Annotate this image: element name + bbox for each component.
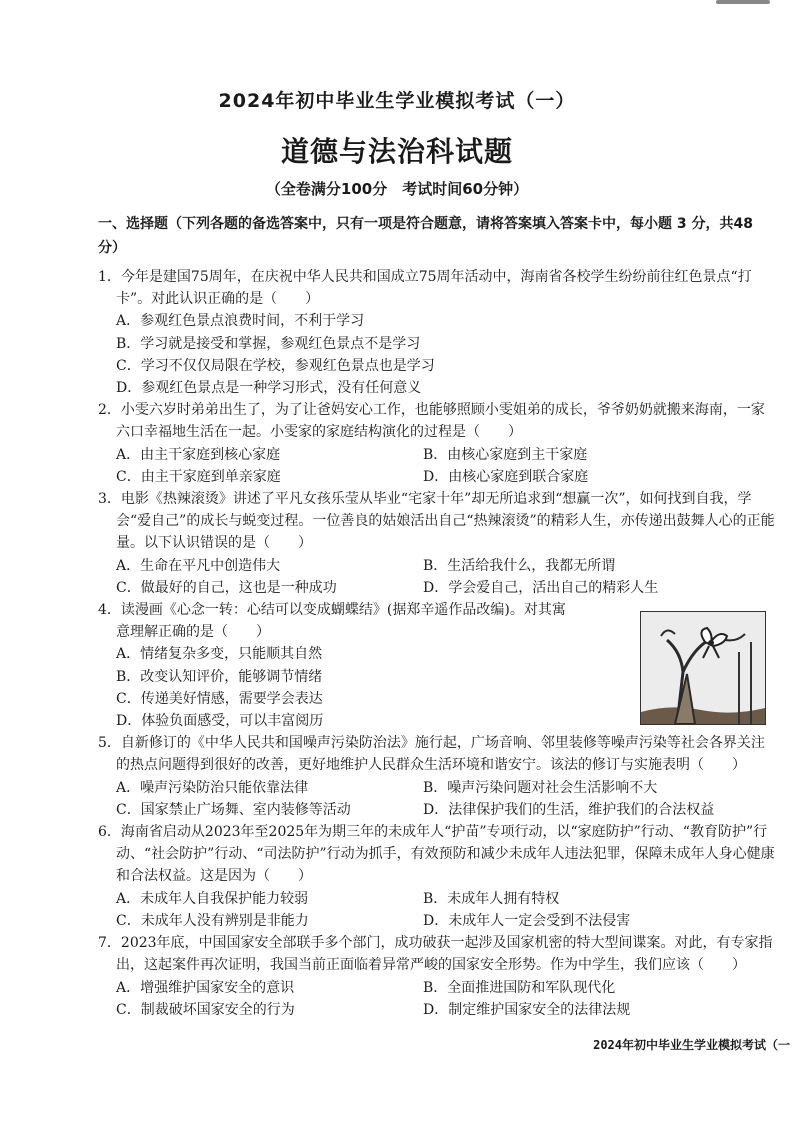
- option-b: B．全面推进国防和军队现代化: [423, 979, 616, 996]
- question-4: [98, 599, 776, 732]
- option-d: D．学会爱自己，活出自己的精彩人生: [423, 579, 659, 596]
- option-d: D．体验负面感受，可以丰富阅历: [116, 713, 324, 730]
- question-list: [98, 266, 776, 1021]
- option-b: B．生活给我什么，我都无所谓: [423, 557, 616, 574]
- option-a: A．情绪复杂多变，只能顺其自然: [116, 646, 323, 663]
- option-c: C．国家禁止广场舞、室内装修等活动: [116, 801, 351, 818]
- option-c: C．学习不仅仅局限在学校，参观红色景点也是学习: [116, 357, 435, 374]
- question-stem: 1．今年是建国75周年，在庆祝中华人民共和国成立75周年活动中，海南省各校学生纷纷前往红色景点“打卡”。对此认识正确的是（ ）: [98, 269, 752, 308]
- question-stem: 6．海南省启动从2023年至2025年为期三年的未成年人“护苗”专项行动，以“家庭防护”行动、“教育防护”行动、“社会防护”行动、“司法防护”行动为抓手，有效预防和减少未成年人违法犯罪，保障未成年人身心健康和合法权益。这是因为（ ）: [98, 824, 775, 885]
- question-stem: 2．小雯六岁时弟弟出生了，为了让爸妈安心工作，也能够照顾小雯姐弟的成长，爷爷奶奶就搬来海南，一家六口幸福地生活在一起。小雯家的家庭结构演化的过程是（ ）: [98, 402, 765, 441]
- option-a: A．参观红色景点浪费时间，不利于学习: [116, 313, 365, 330]
- option-a: A．增强维护国家安全的意识: [116, 979, 295, 996]
- exam-title: 2024年初中毕业生学业模拟考试（一）: [218, 90, 576, 112]
- question-6: [98, 821, 776, 932]
- score-info: （全卷满分100分 考试时间60分钟）: [265, 180, 529, 198]
- question-stem: 3．电影《热辣滚烫》讲述了平凡女孩乐莹从毕业“宅家十年”却无所追求到“想赢一次”，如何找到自我，学会“爱自己”的成长与蜕变过程。一位善良的姑娘活出自己“热辣滚烫”的精彩人生，亦传递出鼓舞人心的正能量。以下认识错误的是（ ）: [98, 491, 775, 552]
- option-d: D．参观红色景点是一种学习形式，没有任何意义: [116, 380, 422, 397]
- option-d: D．未成年人一定会受到不法侵害: [423, 912, 631, 929]
- option-c: C．由主干家庭到单亲家庭: [116, 468, 281, 485]
- page-footer: 2024年初中毕业生学业模拟考试（一: [593, 1038, 790, 1052]
- option-c: C．做最好的自己，这也是一种成功: [116, 579, 337, 596]
- option-b: B．噪声污染问题对社会生活影响不大: [423, 779, 658, 796]
- subject-title: 道德与法治科试题: [280, 135, 513, 168]
- option-d: D．由核心家庭到联合家庭: [423, 468, 589, 485]
- question-stem: 5．自新修订的《中华人民共和国噪声污染防治法》施行起，广场音响、邻里装修等噪声污染等社会各界关注的热点问题得到很好的改善，更好地维护人民群众生活环境和谐安宁。该法的修订与实施表明（ ）: [98, 735, 765, 774]
- question-stem: 7．2023年底，中国国家安全部联手多个部门，成功破获一起涉及国家机密的特大型间谍案。对此，有专家指出，这起案件再次证明，我国当前正面临着异常严峻的国家安全形势。作为中学生，我们应该（ ）: [98, 935, 773, 974]
- option-b: B．改变认知评价，能够调节情绪: [116, 668, 323, 685]
- option-b: B．未成年人拥有特权: [423, 890, 560, 907]
- option-a: A．噪声污染防治只能依靠法律: [116, 779, 309, 796]
- option-b: B．学习就是接受和掌握，参观红色景点不是学习: [116, 335, 421, 352]
- option-c: C．未成年人没有辨别是非能力: [116, 912, 309, 929]
- option-b: B．由核心家庭到主干家庭: [423, 446, 588, 463]
- option-a: A．由主干家庭到核心家庭: [116, 446, 281, 463]
- question-5: [98, 732, 776, 821]
- tree-bow-cartoon-icon: [640, 611, 766, 725]
- question-1: [98, 266, 776, 399]
- question-2: [98, 399, 776, 488]
- option-d: D．制定维护国家安全的法律法规: [423, 1001, 631, 1018]
- question-3: [98, 488, 776, 599]
- option-c: C．制裁破坏国家安全的行为: [116, 1001, 295, 1018]
- question-stem: 4．读漫画《心念一转：心结可以变成蝴蝶结》(据郑辛遥作品改编)。对其寓意理解正确的是（ ）: [98, 602, 566, 641]
- scan-mark: [716, 0, 770, 4]
- option-c: C．传递美好情感，需要学会表达: [116, 690, 323, 707]
- option-d: D．法律保护我们的生活，维护我们的合法权益: [423, 801, 715, 818]
- question-7: [98, 932, 776, 1021]
- section-heading: 一、选择题（下列各题的备选答案中，只有一项是符合题意，请将答案填入答案卡中，每小题 3 分，共48分）: [98, 216, 753, 256]
- option-a: A．未成年人自我保护能力较弱: [116, 890, 309, 907]
- option-a: A．生命在平凡中创造伟大: [116, 557, 281, 574]
